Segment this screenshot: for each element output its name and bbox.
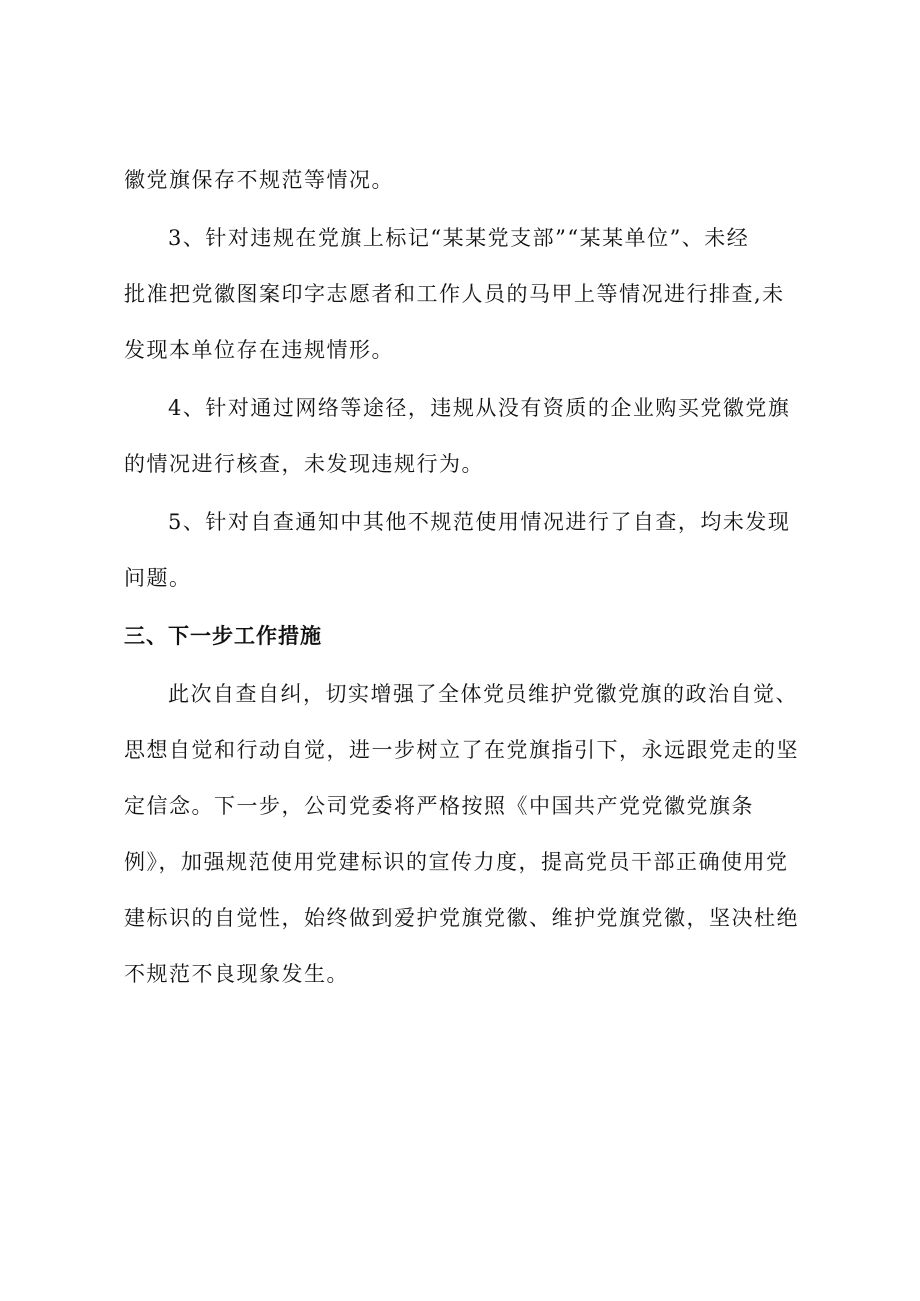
heading-text: 三、下一步工作措施: [124, 624, 322, 648]
text-line: 的情况进行核查，未发现违规行为。: [124, 452, 484, 476]
paragraph-item-5: [124, 494, 808, 606]
text-line: 3、针对违规在党旗上标记“某某党支部”“某某单位”、未经: [168, 226, 750, 250]
paragraph-continuation: [124, 152, 808, 208]
paragraph-item-3: [124, 210, 808, 378]
text-line: 4、针对通过网络等途径，违规从没有资质的企业购买党徽党旗: [168, 396, 791, 420]
paragraph-item-4: [124, 380, 808, 492]
text-line: 徽党旗保存不规范等情况。: [124, 168, 394, 192]
text-line: 定信念。下一步，公司党委将严格按照《中国共产党党徽党旗条: [124, 794, 754, 818]
text-line: 5、针对自查通知中其他不规范使用情况进行了自查，均未发现: [168, 510, 791, 534]
paragraph-next-steps: [124, 666, 808, 1002]
text-line: 思想自觉和行动自觉，进一步树立了在党旗指引下，永远跟党走的坚: [124, 738, 799, 762]
text-line: 例》，加强规范使用党建标识的宣传力度，提高党员干部正确使用党: [124, 850, 789, 874]
text-line: 批准把党徽图案印字志愿者和工作人员的马甲上等情况进行排查,未: [124, 282, 785, 306]
document-body: [124, 152, 808, 1004]
text-line: 建标识的自觉性，始终做到爱护党旗党徽、维护党旗党徽，坚决杜绝: [124, 906, 799, 930]
text-line: 发现本单位存在违规情形。: [124, 338, 394, 362]
text-line: 不规范不良现象发生。: [124, 962, 349, 986]
text-line: 此次自查自纠，切实增强了全体党员维护党徽党旗的政治自觉、: [168, 682, 798, 706]
section-heading-next-steps: [124, 608, 808, 664]
text-line: 问题。: [124, 566, 192, 590]
